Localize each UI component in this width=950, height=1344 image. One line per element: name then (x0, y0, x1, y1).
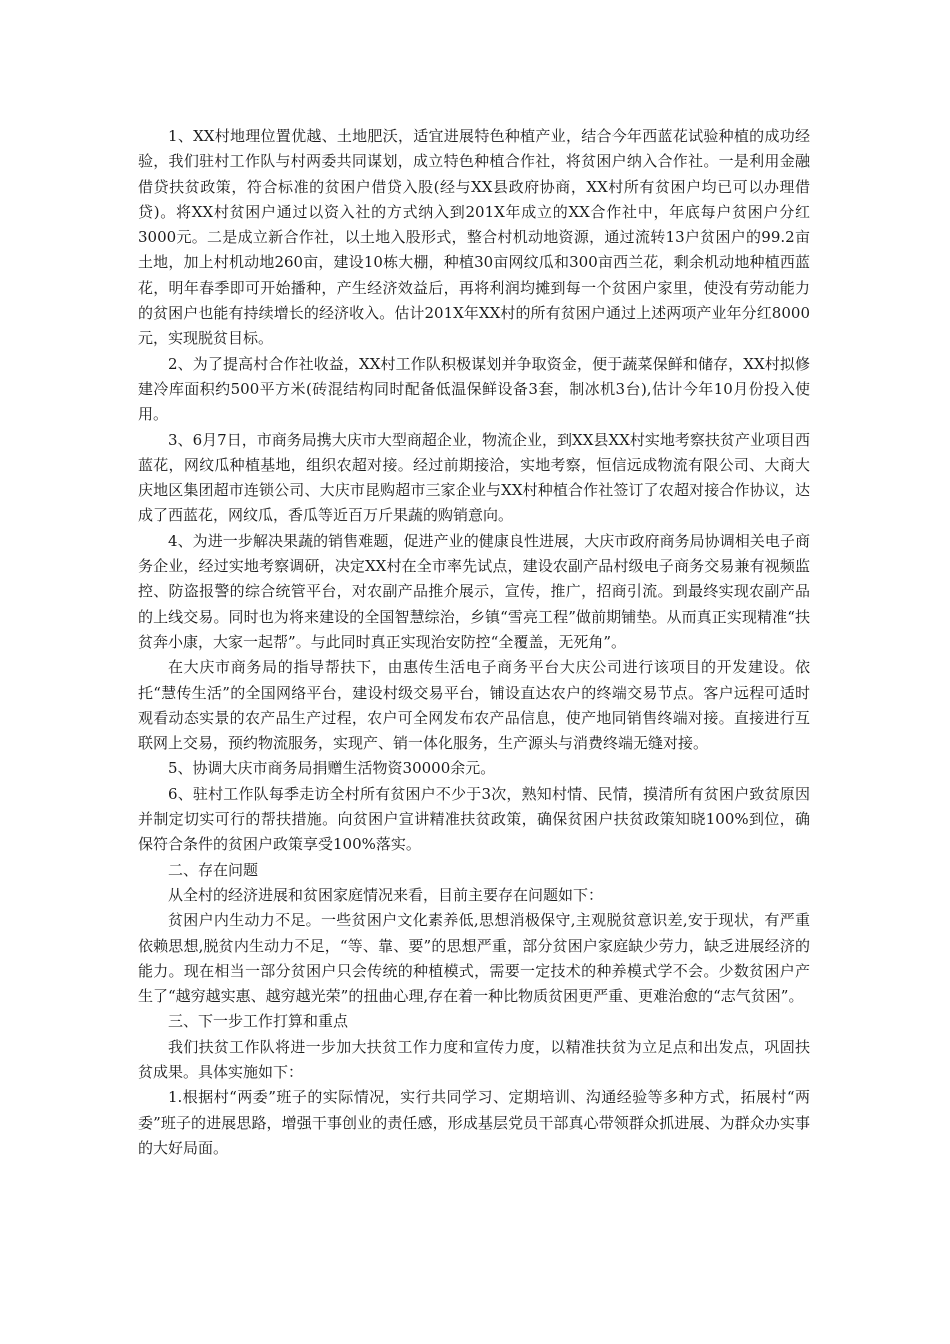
paragraph-next-steps-intro: 我们扶贫工作队将进一步加大扶贫工作力度和宣传力度，以精准扶贫为立足点和出发点，巩固扶贫成果。具体实施如下： (138, 1037, 810, 1081)
document-body (138, 124, 810, 1161)
paragraph-item-4: 4、为进一步解决果蔬的销售难题，促进产业的健康良性进展，大庆市政府商务局协调相关电子商务企业，经过实地考察调研，决定XX村在全市率先试点，建设农副产品村级电子商务交易兼有视频监控、防盗报警的综合统管平台，对农副产品推介展示，宣传，推广，招商引流。到最终实现农副产品的上线交易。同时也为将来建设的全国智慧综治，乡镇“雪亮工程”做前期铺垫。从而真正实现精准“扶贫奔小康，大家一起帮”。与此同时真正实现治安防控“全覆盖，无死角”。 (138, 531, 810, 651)
paragraph-next-step-1: 1.根据村“两委”班子的实际情况，实行共同学习、定期培训、沟通经验等多种方式，拓展村“两委”班子的进展思路，增强干事创业的责任感，形成基层党员干部真心带领群众抓进展、为群众办实事的大好局面。 (138, 1088, 810, 1157)
paragraph-platform-development: 在大庆市商务局的指导帮扶下，由惠传生活电子商务平台大庆公司进行该项目的开发建设。依托“慧传生活”的全国网络平台，建设村级交易平台，铺设直达农户的终端交易节点。客户远程可适时观看动态实景的农产品生产过程，农户可全网发布农产品信息，使产地同销售终端对接。直接进行互联网上交易，预约物流服务，实现产、销一体化服务，生产源头与消费终端无缝对接。 (138, 658, 810, 753)
paragraph-item-5: 5、协调大庆市商务局捐赠生活物资30000余元。 (168, 759, 496, 778)
section-heading-problems: 二、存在问题 (168, 860, 259, 879)
paragraph-item-2: 2、为了提高村合作社收益，XX村工作队积极谋划并争取资金，便于蔬菜保鲜和储存，XX村拟修建冷库面积约500平方米(砖混结构同时配备低温保鲜设备3套，制冰机3台),估计今年10月份投入使用。 (138, 354, 810, 424)
section-heading-next-steps: 三、下一步工作打算和重点 (168, 1012, 349, 1031)
paragraph-item-1: 1、XX村地理位置优越、土地肥沃，适宜进展特色种植产业，结合今年西蓝花试验种植的成功经验，我们驻村工作队与村两委共同谋划，成立特色种植合作社，将贫困户纳入合作社。一是利用金融借贷扶贫政策，符合标准的贫困户借贷入股(经与XX县政府协商，XX村所有贫困户均已可以办理借贷)。将XX村贫困户通过以资入社的方式纳入到201X年成立的XX合作社中，年底每户贫困户分红3000元。二是成立新合作社，以土地入股形式，整合村机动地资源，通过流转13户贫困户的99.2亩土地，加上村机动地260亩，建设10栋大棚，种植30亩网纹瓜和300亩西兰花，剩余机动地种植西蓝花，明年春季即可开始播种，产生经济效益后，再将利润均摊到每一个贫困户家里，使没有劳动能力的贫困户也能有持续增长的经济收入。估计201X年XX村的所有贫困户通过上述两项产业年分红8000元，实现脱贫目标。 (138, 127, 810, 348)
paragraph-problems-intro: 从全村的经济进展和贫困家庭情况来看，目前主要存在问题如下： (168, 885, 604, 904)
paragraph-item-3: 3、6月7日，市商务局携大庆市大型商超企业，物流企业，到XX县XX村实地考察扶贫产业项目西蓝花，网纹瓜种植基地，组织农超对接。经过前期接洽，实地考察，恒信远成物流有限公司、大商大庆地区集团超市连锁公司、大庆市昆购超市三家企业与XX村种植合作社签订了农超对接合作协议，达成了西蓝花，网纹瓜，香瓜等近百万斤果蔬的购销意向。 (138, 430, 810, 525)
paragraph-item-6: 6、驻村工作队每季走访全村所有贫困户不少于3次，熟知村情、民情，摸清所有贫困户致贫原因并制定切实可行的帮扶措施。向贫困户宣讲精准扶贫政策，确保贫困户扶贫政策知晓100%到位，确保符合条件的贫困户政策享受100%落实。 (138, 784, 810, 854)
paragraph-problems-detail: 贫困户内生动力不足。一些贫困户文化素养低,思想消极保守,主观脱贫意识差,安于现状，有严重依赖思想,脱贫内生动力不足，“等、靠、要”的思想严重，部分贫困户家庭缺少劳力，缺乏进展经济的能力。现在相当一部分贫困户只会传统的种植模式，需要一定技术的种养模式学不会。少数贫困户产生了“越穷越实惠、越穷越光荣”的扭曲心理,存在着一种比物质贫困更严重、更难治愈的“志气贫困”。 (138, 911, 810, 1006)
